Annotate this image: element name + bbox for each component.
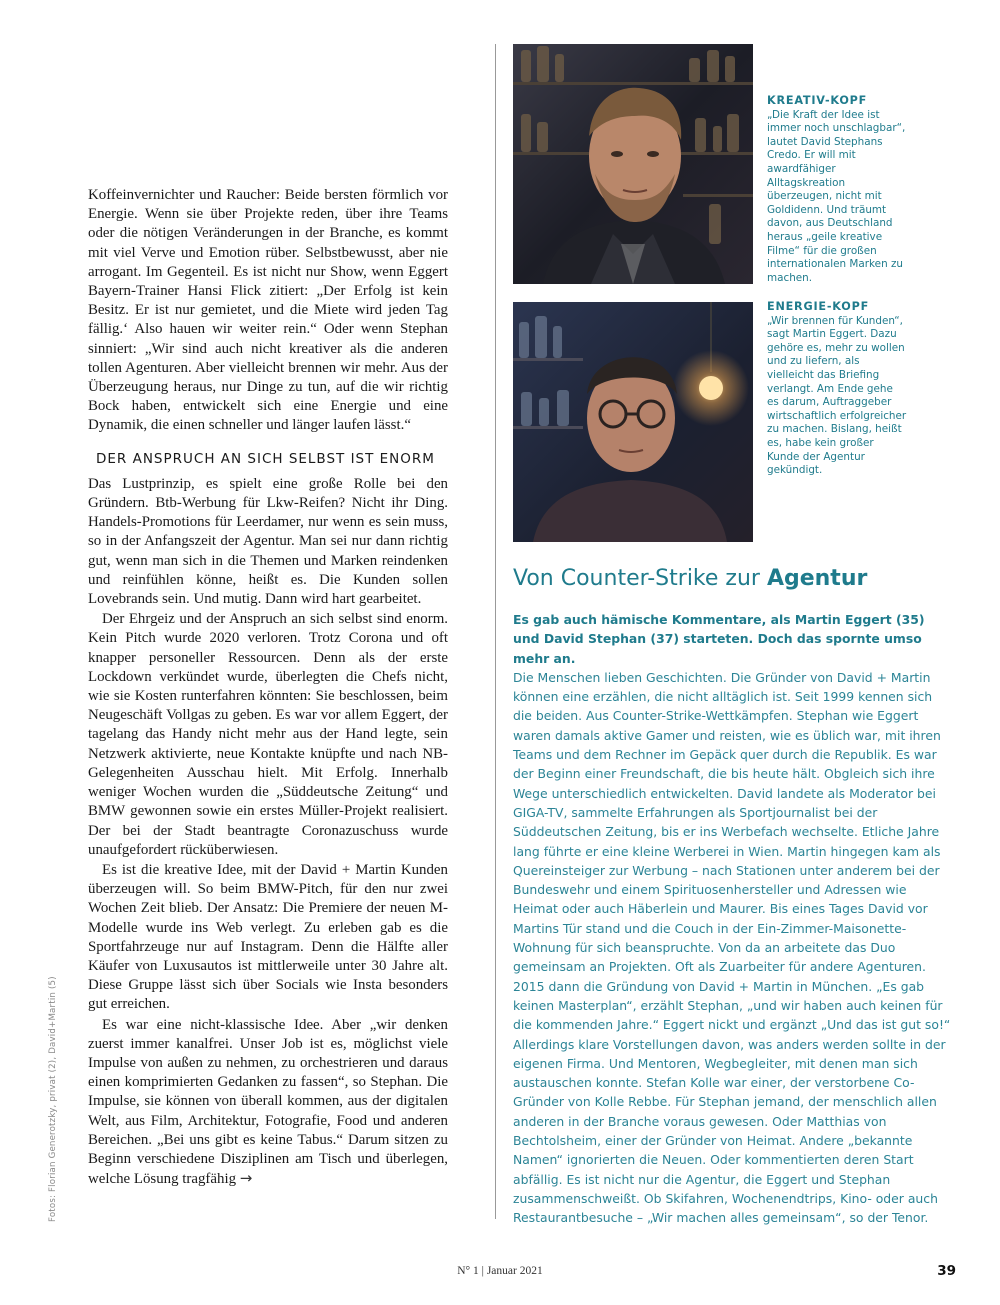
caption-text: „Die Kraft der Idee ist immer noch unschlagbar“, lautet David Stephans Credo. Er will mit awardfähiger Alltagskreation überzeugen, nicht mit Goldidenn. Und träumt davon, aus Deutschland heraus „geile kreative Filme“ für die großen internationalen Marken zu machen. bbox=[767, 108, 906, 284]
paragraph-nicht-klassisch-text: Es war eine nicht-klassische Idee. Aber „wir denken zuerst immer kanalfrei. Unser Job ist es, möglichst viele Impulse von außen zu nehmen, zu orchestrieren und daraus einen komprimierten Gedanken zu fassen“, so Stephan. Die Impulse, sie können von überall kommen, aus der digitalen Welt, aus Film, Architektur, Fotografie, Food und anderen Bereichen. „Bei uns gibt es keine Tabus.“ Darum sitzen zu Beginn verschiedene Disziplinen am Tisch und überlegen, welche Lösung tragfähig bbox=[88, 1016, 448, 1188]
continue-arrow-icon: → bbox=[239, 1169, 253, 1188]
article-title-bold: Agentur bbox=[766, 566, 868, 591]
issue-label: N° 1 | Januar 2021 bbox=[457, 1265, 543, 1277]
paragraph-kreative-idee: Es ist die kreative Idee, mit der David + Martin Kunden überzeugen will. So beim BMW-Pitch, für den nur zwei Wochen Zeit blieb. Der Ansatz: Die Premiere der neuen M-Modelle wurde ins Web verlegt. Zu erleben gab es die Sportfahrzeuge nur auf Instagram. Denn die Hälfte aller Käufer von Luxusautos ist mittlerweile unter 30 Jahre alt. Diese Gruppe lässt sich über Socials wie Insta besonders gut erreichen. bbox=[88, 861, 448, 1013]
paragraph-nicht-klassisch bbox=[88, 1016, 448, 1190]
photo-david-stephan bbox=[513, 44, 753, 284]
page-number: 39 bbox=[937, 1263, 956, 1279]
article-body: Die Menschen lieben Geschichten. Die Gründer von David + Martin können eine erzählen, die nicht alltäglich ist. Seit 1999 kennen sich die beiden. Aus Counter-Strike-Wettkämpfen. Stephan wie Eggert waren damals aktive Gamer und reisten, wie es üblich war, mit ihren Teams und dem Rechner im Gepäck quer durch die Republik. Es war der Beginn einer Freundschaft, die bis heute hält. Obgleich sich ihre Wege unterschiedlich entwickelten. David landete als Moderator bei GIGA-TV, sammelte Erfahrungen als Sportjournalist bei der Süddeutschen Zeitung, bis er ins Werbefach wechselte. Etliche Jahre lang führte er eine kleine Werberei in Wien. Martin hingegen kam als Quereinsteiger zur Werbung – nach Stationen unter anderem bei der Bundeswehr und einem Spirituosenhersteller und Adressen wie Heimat oder auch Häberlein und Maurer. Bis eines Tages David vor Martins Tür stand und die Couch in der Ein-Zimmer-Maisonette-Wohnung für sich beanspruchte. Von da an arbeitete das Duo gemeinsam an Projekten. Oft als Zuarbeiter für andere Agenturen. 2015 dann die Gründung von David + Martin in München. „Es gab keinen Masterplan“, erzählt Stephan, „und wir haben auch keinen für die kommenden Jahre.“ Eggert nickt und ergänzt „Und das ist gut so!“ Allerdings klare Vorstellungen davon, was anders werden sollte in der eigenen Firma. Und Mentoren, Wegbegleiter, mit denen man sich austauschen konnte. Stefan Kolle war einer, der verstorbene Co-Gründer von Kolle Rebbe. Für Stephan jemand, der menschlich allen anderen in der Branche voraus gewesen. Oder Matthias von Bechtolsheim, einer der Gründer von Heimat. Andere „bekannte Namen“ ignorierten die Neuen. Oder kommentierten deren Start abfällig. Es ist nicht nur die Agentur, die Eggert und Stephan zusammenschweißt. Ob Skifahren, Wochenendtrips, Kino- oder auch Restaurantbesuche – „Wir machen alles gemeinsam“, so der Tenor. bbox=[513, 669, 951, 1226]
article-title-light: Von Counter-Strike zur bbox=[513, 566, 760, 591]
paragraph-ehrgeiz: Der Ehrgeiz und der Anspruch an sich selbst sind enorm. Kein Pitch wurde 2020 verloren. Trotz Corona und oft knapper personeller Ressourcen. Denn als der erste Lockdown verkündet wurde, überlegten die Chefs nicht, wie sie Kosten runterfahren könnten: Sie beschlossen, beim Neugeschäft Vollgas zu geben. Es war vor allem Eggert, der tagelang das Handy nicht mehr aus der Hand legte, sein Netzwerk aktivierte, neue Kontakte knüpfte und nach NB-Gelegenheiten Ausschau hielt. Mit Erfolg. Innerhalb weniger Wochen wurden die „Süddeutsche Zeitung“ und BMW gewonnen sowie ein erstes Müller-Projekt realisiert. Der bei der Stadt beantragte Coronazuschuss wurde unaufgefordert rücküberwiesen. bbox=[88, 611, 448, 858]
paragraph-intro: Koffeinvernichter und Raucher: Beide bersten förmlich vor Energie. Wenn sie über Projekte reden, über ihre Teams oder die nötigen Veränderungen in der Branche, es kommt mit viel Verve und Emotion rüber. Selbstbewusst, aber nie arrogant. Im Gegenteil. Es ist nicht nur Show, wenn Eggert Bayern-Trainer Hansi Flick zitiert: „Der Erfolg ist kein Besitz. Er ist nur gemietet, und die Miete wird jeden Tag fällig.‘ Also hauen wir weiter rein.“ Oder wenn Stephan sinniert: „Wir sind auch nicht kreativer als die anderen tollen Agenturen. Aber vielleicht brennen wir mehr. Aus der Überzeugung heraus, nur Dinge zu tun, auf die wir richtig Bock haben, entwickelt sich eine Energie und eine Dynamik, die einen schneller und länger laufen lässt.“ bbox=[88, 187, 448, 434]
article-lead: Es gab auch hämische Kommentare, als Martin Eggert (35) und David Stephan (37) starteten. Doch das spornte umso mehr an. bbox=[513, 612, 925, 666]
portrait-martin-image bbox=[513, 302, 753, 542]
article-title bbox=[513, 566, 867, 591]
column-divider bbox=[495, 44, 496, 1219]
portrait-david-image bbox=[513, 44, 753, 284]
caption-text: „Wir brennen für Kunden“, sagt Martin Eggert. Dazu gehöre es, mehr zu wollen und zu liefern, als vielleicht das Briefing verlangt. Am Ende gehe es darum, Auftraggeber wirtschaftlich erfolgreicher zu machen. Bislang, heißt es, habe kein großer Kunde der Agentur gekündigt. bbox=[767, 314, 907, 477]
photo-credit: Fotos: Florian Generotzky, privat (2), David+Martin (5) bbox=[48, 976, 58, 1222]
caption-energie-kopf bbox=[767, 300, 907, 478]
caption-title: ENERGIE-KOPF bbox=[767, 300, 870, 313]
section-heading: DER ANSPRUCH AN SICH SELBST IST ENORM bbox=[96, 450, 435, 467]
caption-kreativ-kopf bbox=[767, 94, 907, 285]
left-article-column bbox=[88, 186, 448, 1189]
right-article-column bbox=[513, 610, 955, 1228]
paragraph-lustprinzip: Das Lustprinzip, es spielt eine große Rolle bei den Gründern. Btb-Werbung für Lkw-Reifen? Nicht ihr Ding. Handels-Promotions für Leerdamer, nur wenn es sein muss, so in der Anfangszeit der Agentur. Man sei nur dann richtig gut, wenn man sich in die Themen und Marken reindenken und reinfühlen könne, heißt es. Die Kunden sollen Lovebrands sein. Und mutig. Dann wird hart gearbeitet. bbox=[88, 475, 448, 608]
photo-martin-eggert bbox=[513, 302, 753, 542]
caption-title: KREATIV-KOPF bbox=[767, 94, 868, 107]
